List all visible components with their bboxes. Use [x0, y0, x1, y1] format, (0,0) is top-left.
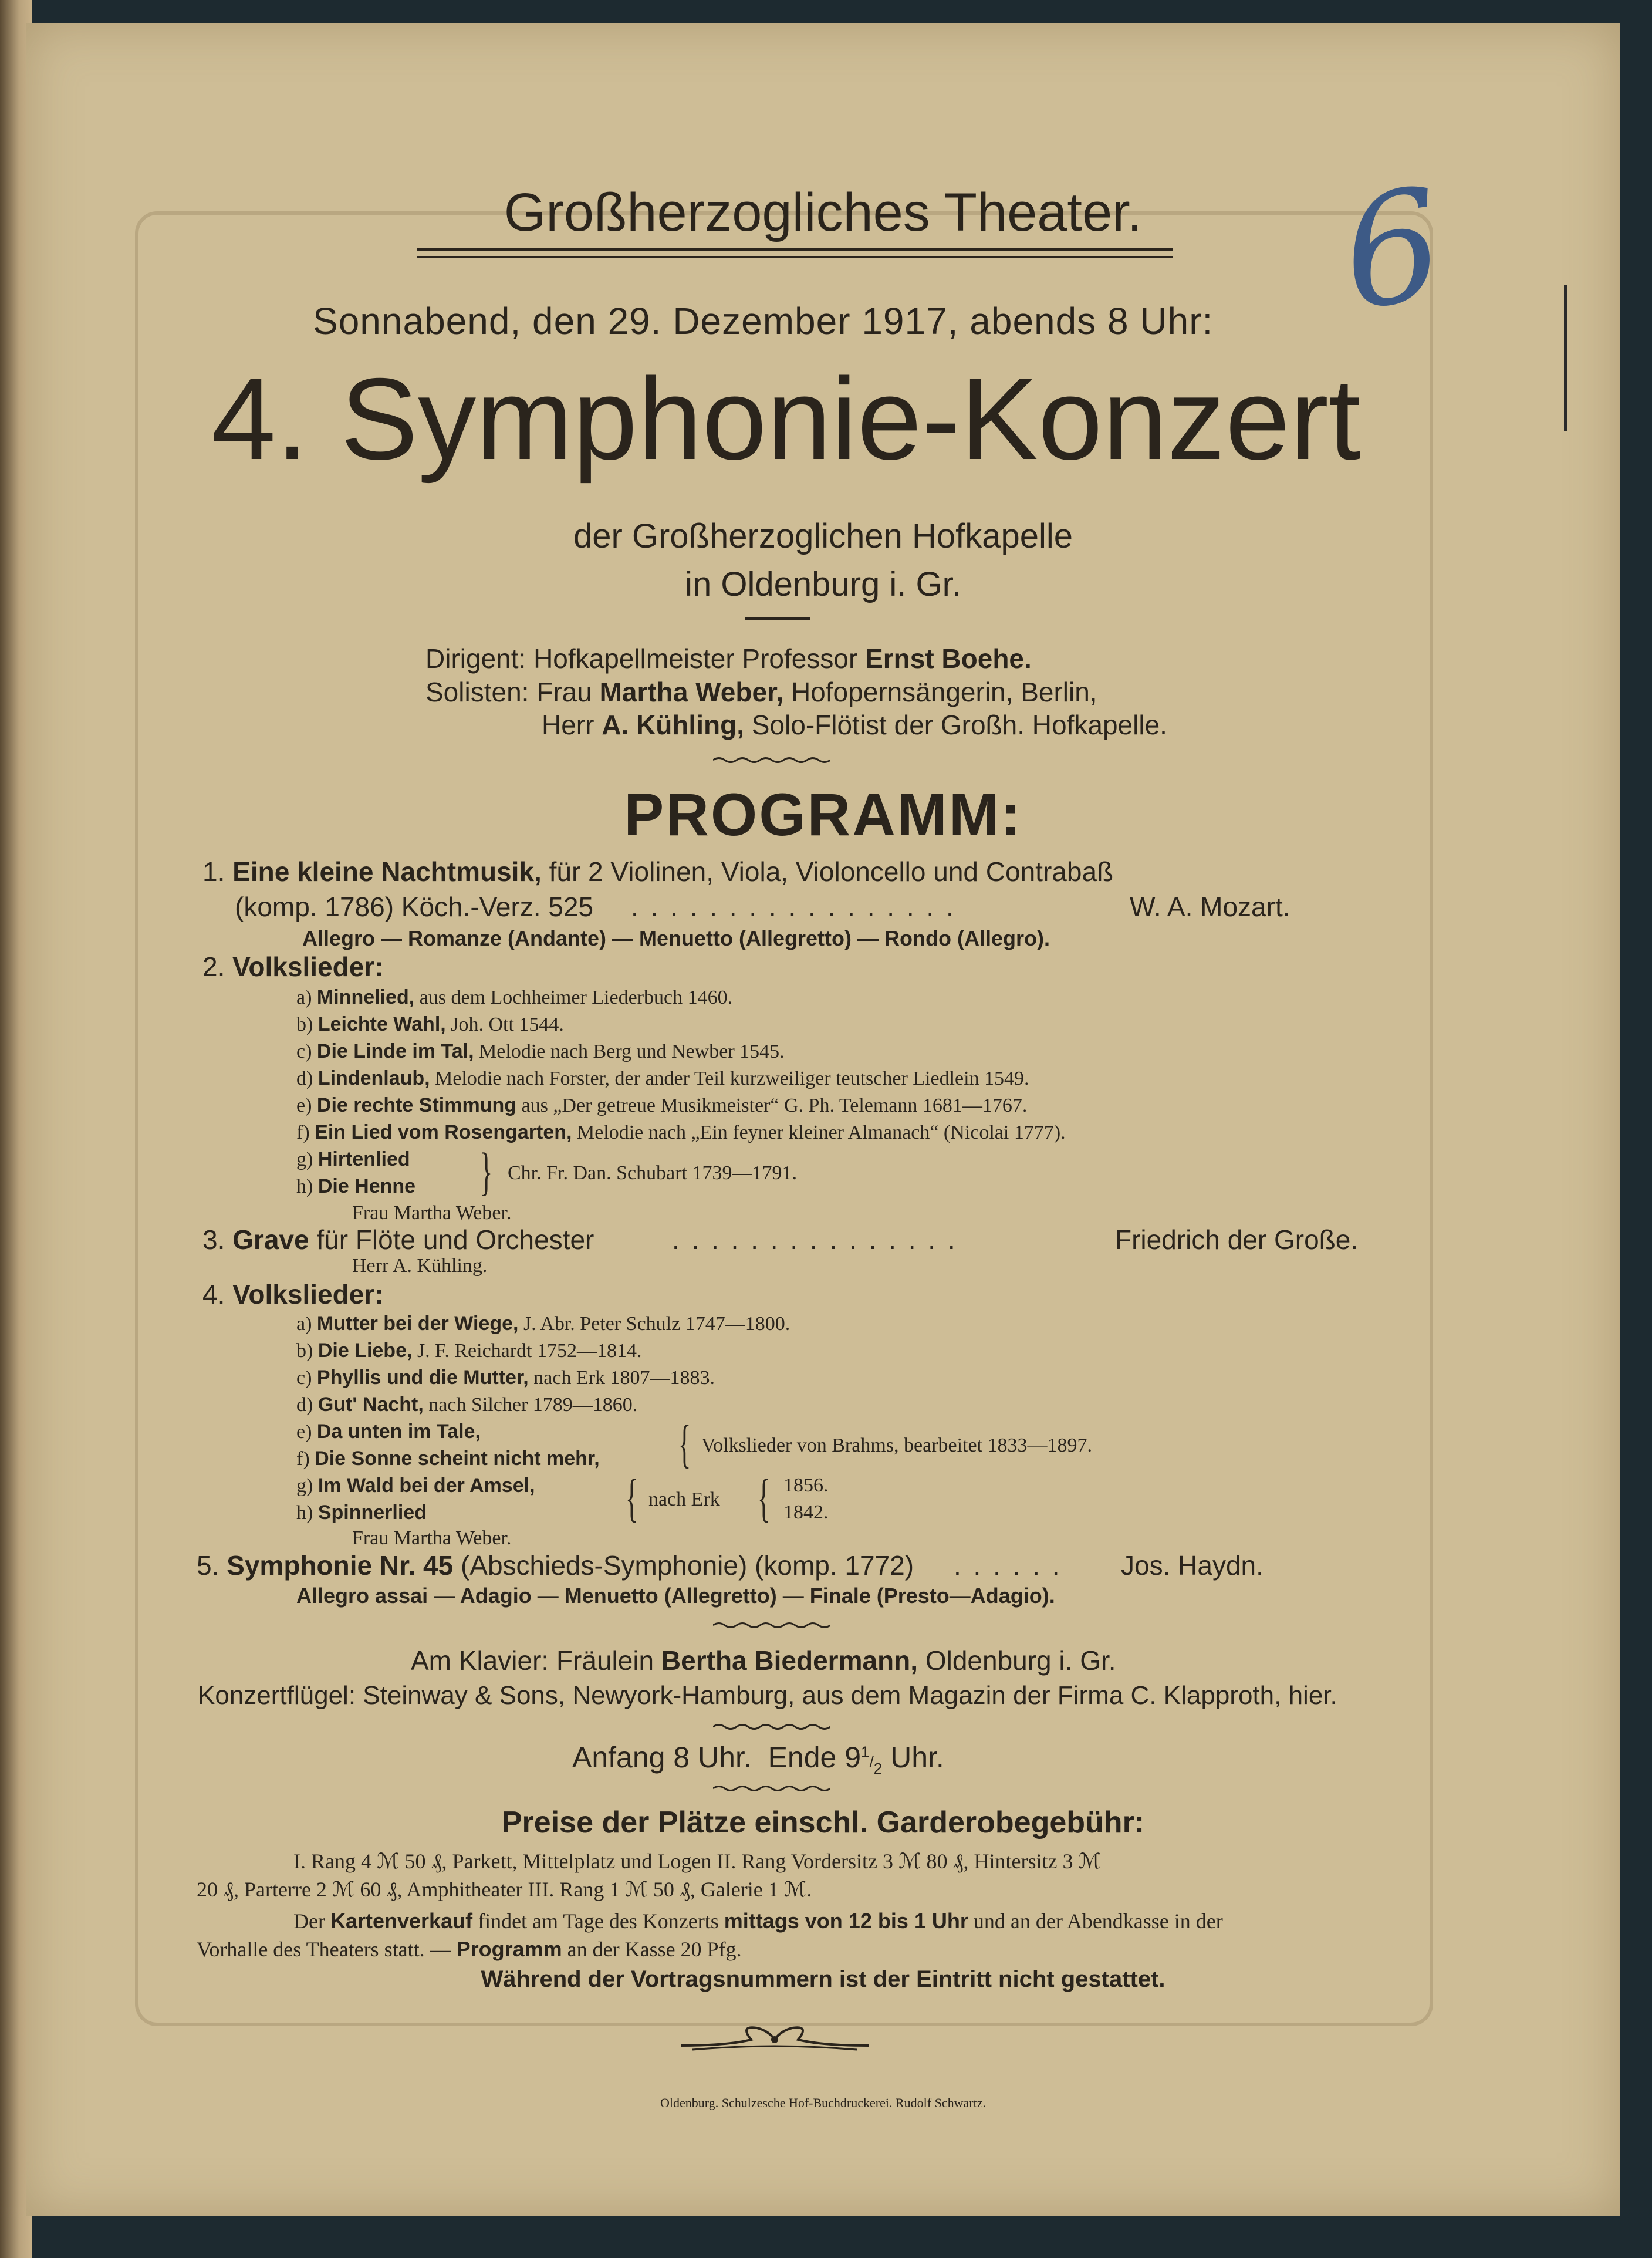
concert-grand-piano: Konzertflügel: Steinway & Sons, Newyork-Hamburg, aus dem Magazin der Firma C. Klapproth, hier.: [198, 1681, 1337, 1710]
divider-short: [745, 617, 810, 620]
song-4d-info: nach Silcher 1789—1860.: [428, 1394, 638, 1416]
song-2f-info: Melodie nach „Ein feyner kleiner Almanach“ (Nicolai 1777).: [576, 1122, 1066, 1143]
song-4h-year: 1842.: [783, 1501, 829, 1523]
piano-prefix: Am Klavier: Fräulein: [411, 1645, 654, 1676]
brace-icon: }: [479, 1143, 493, 1201]
item-4-number: 4.: [202, 1279, 225, 1309]
prices-line-2: 20 ₰, Parterre 2 ℳ 60 ₰, Amphitheater III. Rang 1 ℳ 50 ₰, Galerie 1 ℳ.: [197, 1878, 812, 1901]
item-2-performer: Frau Martha Weber.: [352, 1202, 512, 1224]
item-4-performer: Frau Martha Weber.: [352, 1527, 512, 1549]
item-3-number: 3.: [202, 1224, 225, 1255]
ornament-wave: [713, 1723, 830, 1731]
song-4b-title: Die Liebe,: [317, 1339, 413, 1362]
pianist-place: Oldenburg i. Gr.: [925, 1645, 1116, 1676]
song-4h-title: Spinnerlied: [317, 1501, 427, 1524]
song-2b-title: Leichte Wahl,: [317, 1013, 446, 1035]
item-1-composer: W. A. Mozart.: [1130, 892, 1290, 922]
song-2g-letter: g): [296, 1149, 313, 1170]
song-4a-letter: a): [296, 1313, 312, 1335]
item-5-number: 5.: [197, 1550, 219, 1581]
soloist-1-name: Martha Weber,: [599, 677, 784, 707]
theater-name: Großherzogliches Theater.: [504, 183, 1143, 242]
song-2d-info: Melodie nach Forster, der ander Teil kurzweiliger teutscher Liedlein 1549.: [435, 1068, 1029, 1089]
title-underline: [417, 248, 1173, 251]
song-2a-info: aus dem Lochheimer Liederbuch 1460.: [419, 987, 733, 1008]
item-3-title: Grave: [232, 1224, 309, 1255]
title-underline-2: [417, 256, 1173, 258]
item-1-dots: . . . . . . . . . . . . . . . . .: [631, 892, 956, 922]
conductor-name: Ernst Boehe.: [865, 643, 1032, 674]
song-2a-title: Minnelied,: [316, 986, 415, 1008]
song-4g-title: Im Wald bei der Amsel,: [317, 1474, 535, 1497]
song-2e-letter: e): [296, 1095, 312, 1116]
song-4h-letter: h): [296, 1502, 313, 1524]
conductor-prefix: Hofkapellmeister Professor: [533, 643, 858, 674]
item-3-performer: Herr A. Kühling.: [352, 1255, 488, 1277]
song-2h-title: Die Henne: [317, 1175, 416, 1197]
prices-line-1: I. Rang 4 ℳ 50 ₰, Parkett, Mittelplatz und Logen II. Rang Vordersitz 3 ℳ 80 ₰, Hintersitz 3 ℳ: [293, 1849, 1101, 1873]
sale-line-2a: Vorhalle des Theaters statt. —: [197, 1938, 451, 1961]
item-1-description: für 2 Violinen, Viola, Violoncello und Contrabaß: [549, 856, 1114, 887]
pianist-name: Bertha Biedermann,: [661, 1645, 918, 1676]
song-2b-info: Joh. Ott 1544.: [451, 1014, 564, 1035]
sale-line-2c: an der Kasse 20 Pfg.: [567, 1938, 742, 1961]
song-2f-title: Ein Lied vom Rosengarten,: [315, 1121, 572, 1143]
conductor-label: Dirigent:: [425, 643, 526, 674]
song-4d-title: Gut' Nacht,: [317, 1393, 424, 1416]
sale-text-3: findet am Tage des Konzerts: [478, 1909, 719, 1933]
ornament-wave: [713, 756, 830, 764]
song-2c-title: Die Linde im Tal,: [316, 1040, 474, 1062]
song-4f-letter: f): [296, 1448, 310, 1470]
song-4g-year: 1856.: [783, 1474, 829, 1496]
song-4d-letter: d): [296, 1394, 313, 1416]
song-2b-letter: b): [296, 1014, 313, 1035]
song-2e-title: Die rechte Stimmung: [316, 1094, 516, 1116]
bow-ornament-icon: [681, 2019, 869, 2060]
sale-text-1: Der: [293, 1909, 325, 1933]
item-5-movements: Allegro assai — Adagio — Menuetto (Allegretto) — Finale (Presto—Adagio).: [296, 1584, 1055, 1608]
song-2d-letter: d): [296, 1068, 313, 1089]
song-2h-letter: h): [296, 1176, 313, 1197]
song-4c-title: Phyllis und die Mutter,: [316, 1366, 529, 1389]
pencil-mark: [1564, 285, 1567, 431]
sale-text-2: Kartenverkauf: [330, 1909, 473, 1933]
programm-heading: PROGRAMM:: [624, 781, 1022, 848]
orchestra-line-1: der Großherzoglichen Hofkapelle: [573, 517, 1073, 555]
song-4b-info: J. F. Reichardt 1752—1814.: [417, 1340, 642, 1362]
item-5-description: (Abschieds-Symphonie) (komp. 1772): [460, 1550, 914, 1581]
end-time-fraction-top: 1: [861, 1743, 870, 1761]
soloist-1-role: Hofopernsängerin, Berlin,: [790, 677, 1097, 707]
song-2e-info: aus „Der getreue Musikmeister“ G. Ph. Telemann 1681—1767.: [521, 1095, 1028, 1116]
item-3-description: für Flöte und Orchester: [316, 1224, 594, 1255]
song-4a-title: Mutter bei der Wiege,: [316, 1312, 519, 1335]
song-2f-letter: f): [296, 1122, 310, 1143]
sale-line-2b: Programm: [456, 1937, 562, 1961]
item-1-line-2: (komp. 1786) Köch.-Verz. 525: [235, 892, 594, 922]
soloist-2-name: A. Kühling,: [602, 710, 744, 740]
sale-text-5: und an der Abendkasse in der: [973, 1909, 1223, 1933]
soloist-2-prefix: Herr: [542, 710, 594, 740]
brace-icon: {: [757, 1469, 771, 1527]
start-time: Anfang 8 Uhr.: [572, 1741, 752, 1774]
item-3-composer: Friedrich der Große.: [1115, 1224, 1359, 1255]
prices-heading: Preise der Plätze einschl. Garderobegebühr:: [501, 1805, 1145, 1840]
date-line: Sonnabend, den 29. Dezember 1917, abends 8 Uhr:: [313, 300, 1214, 342]
soloist-2-role: Solo-Flötist der Großh. Hofkapelle.: [751, 710, 1167, 740]
item-3-dots: . . . . . . . . . . . . . . .: [672, 1224, 958, 1255]
song-4e-title: Da unten im Tale,: [316, 1420, 481, 1443]
song-2a-letter: a): [296, 987, 312, 1008]
songs-2gh-composer: Chr. Fr. Dan. Schubart 1739—1791.: [508, 1162, 797, 1184]
song-2d-title: Lindenlaub,: [317, 1067, 430, 1089]
brace-icon: {: [678, 1415, 691, 1473]
song-4c-info: nach Erk 1807—1883.: [533, 1367, 715, 1389]
ornament-wave: [713, 1784, 830, 1793]
soloists-label: Solisten:: [425, 677, 529, 707]
sale-text-4: mittags von 12 bis 1 Uhr: [724, 1909, 968, 1933]
item-1-movements: Allegro — Romanze (Andante) — Menuetto (Allegretto) — Rondo (Allegro).: [302, 926, 1050, 950]
item-5-composer: Jos. Haydn.: [1121, 1550, 1264, 1581]
item-2-number: 2.: [202, 951, 225, 982]
handwritten-number: 6: [1332, 155, 1453, 345]
end-time-fraction-bottom: 2: [873, 1760, 883, 1777]
song-2g-title: Hirtenlied: [317, 1148, 410, 1170]
song-4g-letter: g): [296, 1475, 313, 1497]
orchestra-line-2: in Oldenburg i. Gr.: [685, 565, 961, 603]
item-1-title: Eine kleine Nachtmusik,: [232, 856, 542, 887]
songs-4ef-composer: Volkslieder von Brahms, bearbeitet 1833—1897.: [701, 1435, 1093, 1456]
song-2c-info: Melodie nach Berg und Newber 1545.: [479, 1041, 785, 1062]
song-2c-letter: c): [296, 1041, 312, 1062]
item-2-title: Volkslieder:: [232, 951, 384, 982]
entry-notice: Während der Vortragsnummern ist der Eintritt nicht gestattet.: [481, 1966, 1165, 1992]
printer-imprint: Oldenburg. Schulzesche Hof-Buchdruckerei. Rudolf Schwartz.: [660, 2095, 986, 2110]
soloist-1-prefix: Frau: [536, 677, 592, 707]
ornament-wave: [713, 1621, 830, 1629]
songs-4gh-composer: nach Erk: [648, 1489, 720, 1510]
brace-icon: {: [625, 1469, 638, 1527]
item-1-number: 1.: [202, 856, 225, 887]
item-5-dots: . . . . . .: [954, 1550, 1062, 1581]
song-4a-info: J. Abr. Peter Schulz 1747—1800.: [523, 1313, 790, 1335]
item-4-title: Volkslieder:: [232, 1279, 384, 1309]
end-time-prefix: Ende 9: [768, 1741, 862, 1774]
concert-program-page: Großherzogliches Theater. Sonnabend, den 29. Dezember 1917, abends 8 Uhr: 4. Symphonie-Konzert der Großherzoglichen Hofkapelle in Oldenburg i. Gr. 6 Dirigent: Hofkapellmeister Professor Ernst Boehe. Solisten: Frau Martha Weber, Hofopernsängerin, Berlin, Herr A. Kühling, Solo-Flötist der Großh. Hofkapelle. PROGRAMM: 1. Eine kleine Nachtmusik, für 2 Violinen, Viola, Violoncello und Contrabaß (komp. 1786) Köch.-Verz. 525 . . . . . . . . . . . . . . . . . W. A. Mozart. Allegro — Romanze (Andante) — Menuetto (Allegretto) — Rondo (Allegro). 2. Volkslieder: a) Minnelied, aus dem Lochheimer Liederbuch 1460. b) Leichte Wahl, Joh. Ott 1544. c) Die Linde im Tal, Melodie nach Berg und Newber 1545. d) Lindenlaub, Melodie nach Forster, der ander Teil kurzweiliger teutscher Liedlein 1549. e) Die rechte Stimmung aus „Der getreue Musikmeister“ G. Ph. Telemann 1681—1767. f) Ein Lied vom Rosengarten, Melodie nach „Ein feyner kleiner Almanach“ (Nicolai 1777). g) Hirtenlied h) Die Henne } Chr. Fr. Dan. Schubart 1739—1791. Frau Martha Weber. 3. Grave für Flöte und Orchester . . . . . . . . . . . . . . . Friedrich der Große. Herr A. Kühling. 4. Volkslieder: a) Mutter bei der Wiege, J. Abr. Peter Schulz 1747—1800. b) Die Liebe, J. F. Reichardt 1752—1814. c) Phyllis und die Mutter, nach Erk 1807—1883. d) Gut' Nacht, nach Silcher 1789—1860. e) Da unten im Tale, f) Die Sonne scheint nicht mehr, { Volkslieder von Brahms, bearbeitet 1833—1897. g) Im Wald bei der Amsel, h) Spinnerlied { nach Erk { 1856. 1842. Frau Martha Weber. 5. Symphonie Nr. 45 (Abschieds-Symphonie) (komp. 1772) . . . . . . Jos. Haydn. Allegro assai — Adagio — Menuetto (Allegretto) — Finale (Presto—Adagio). Am Klavier: Fräulein Bertha Biedermann, Oldenburg i. Gr. Konzertflügel: Steinway & Sons, Newyork-Hamburg, aus dem Magazin der Firma C. Klapproth, hier. Anfang 8 Uhr. Ende $9^1/_2$ Uhr. Preise der Plätze einschl. Garderobegebühr: I. Rang 4 ℳ 50 ₰, Parkett, Mittelplatz und Logen II. Rang Vordersitz 3 ℳ 80 ₰, Hintersitz 3 ℳ 20 ₰, Parterre 2 ℳ 60 ₰, Amphitheater III. Rang 1 ℳ 50 ₰, Galerie 1 ℳ. Der Kartenverkauf findet am Tage des Konzerts mittags von 12 bis 1 Uhr und an der Abendkasse in der Vorhalle des Theaters statt. — Programm an der Kasse 20 Pfg. Während der Vortragsnummern ist der Eintritt nicht gestattet. Oldenburg. Schulzesche Hof-Buchdruckerei. Rudolf Schwartz.: [26, 23, 1620, 2216]
item-5-title: Symphonie Nr. 45: [227, 1550, 454, 1581]
song-4e-letter: e): [296, 1421, 312, 1443]
song-4b-letter: b): [296, 1340, 313, 1362]
end-time-suffix: Uhr.: [882, 1741, 944, 1774]
song-4f-title: Die Sonne scheint nicht mehr,: [315, 1447, 600, 1470]
concert-title: 4. Symphonie-Konzert: [211, 354, 1362, 484]
song-4c-letter: c): [296, 1367, 312, 1389]
